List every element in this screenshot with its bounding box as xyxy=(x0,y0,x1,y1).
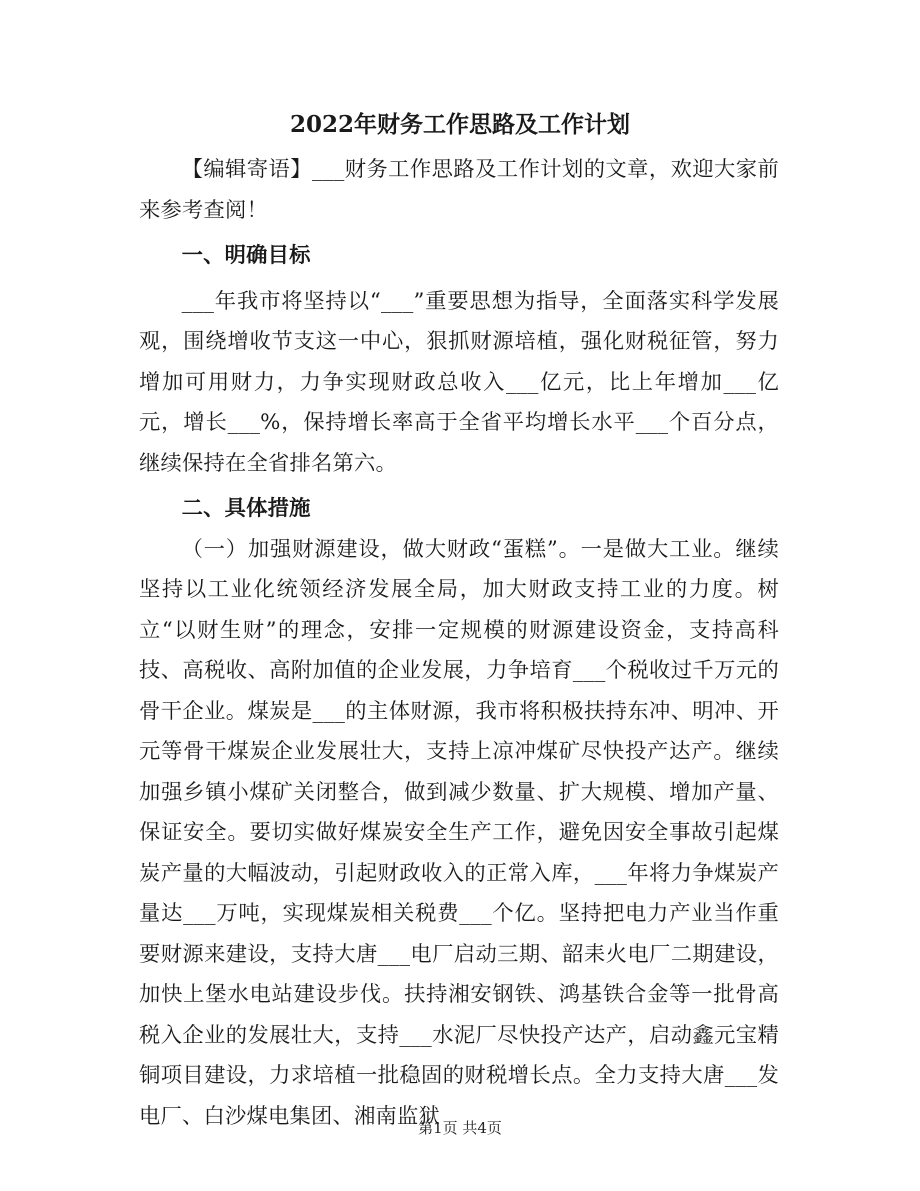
document-title: 2022年财务工作思路及工作计划 xyxy=(289,111,630,138)
section-heading-goals: 一、明确目标 xyxy=(181,243,311,268)
page-footer: 第1页 共4页 xyxy=(418,1119,502,1137)
document-body xyxy=(139,150,779,1137)
editor-note-paragraph: 【编辑寄语】___财务工作思路及工作计划的文章，欢迎大家前来参考查阅！ xyxy=(139,157,779,223)
section-heading-measures: 二、具体措施 xyxy=(181,496,311,521)
goals-paragraph: ___年我市将坚持以“___”重要思想为指导，全面落实科学发展观，围绕增收节支这一中心，狠抓财源培植，强化财税征管，努力增加可用财力，力争实现财政总收入___亿元，比上年增加___亿元，增长___%，保持增长率高于全省平均增长水平___个百分点，继续保持在全省排名第六。 xyxy=(139,288,779,476)
measures-paragraph: （一）加强财源建设，做大财政“蛋糕”。一是做大工业。继续坚持以工业化统领经济发展全局，加大财政支持工业的力度。树立“以财生财”的理念，安排一定规模的财源建设资金，支持高科技、高税收、高附加值的企业发展，力争培育___个税收过千万元的骨干企业。煤炭是___的主体财源，我市将积极扶持东冲、明冲、开元等骨干煤炭企业发展壮大，支持上凉冲煤矿尽快投产达产。继续加强乡镇小煤矿关闭整合，做到减少数量、扩大规模、增加产量、保证安全。要切实做好煤炭安全生产工作，避免因安全事故引起煤炭产量的大幅波动，引起财政收入的正常入库，___年将力争煤炭产量达___万吨，实现煤炭相关税费___个亿。坚持把电力产业当作重要财源来建设，支持大唐___电厂启动三期、韶耒火电厂二期建设，加快上堡水电站建设步伐。扶持湘安钢铁、鸿基铁合金等一批骨高税入企业的发展壮大，支持___水泥厂尽快投产达产，启动鑫元宝精铜项目建设，力求培植一批稳固的财税增长点。全力支持大唐___发电厂、白沙煤电集团、湘南监狱 xyxy=(139,536,779,1129)
